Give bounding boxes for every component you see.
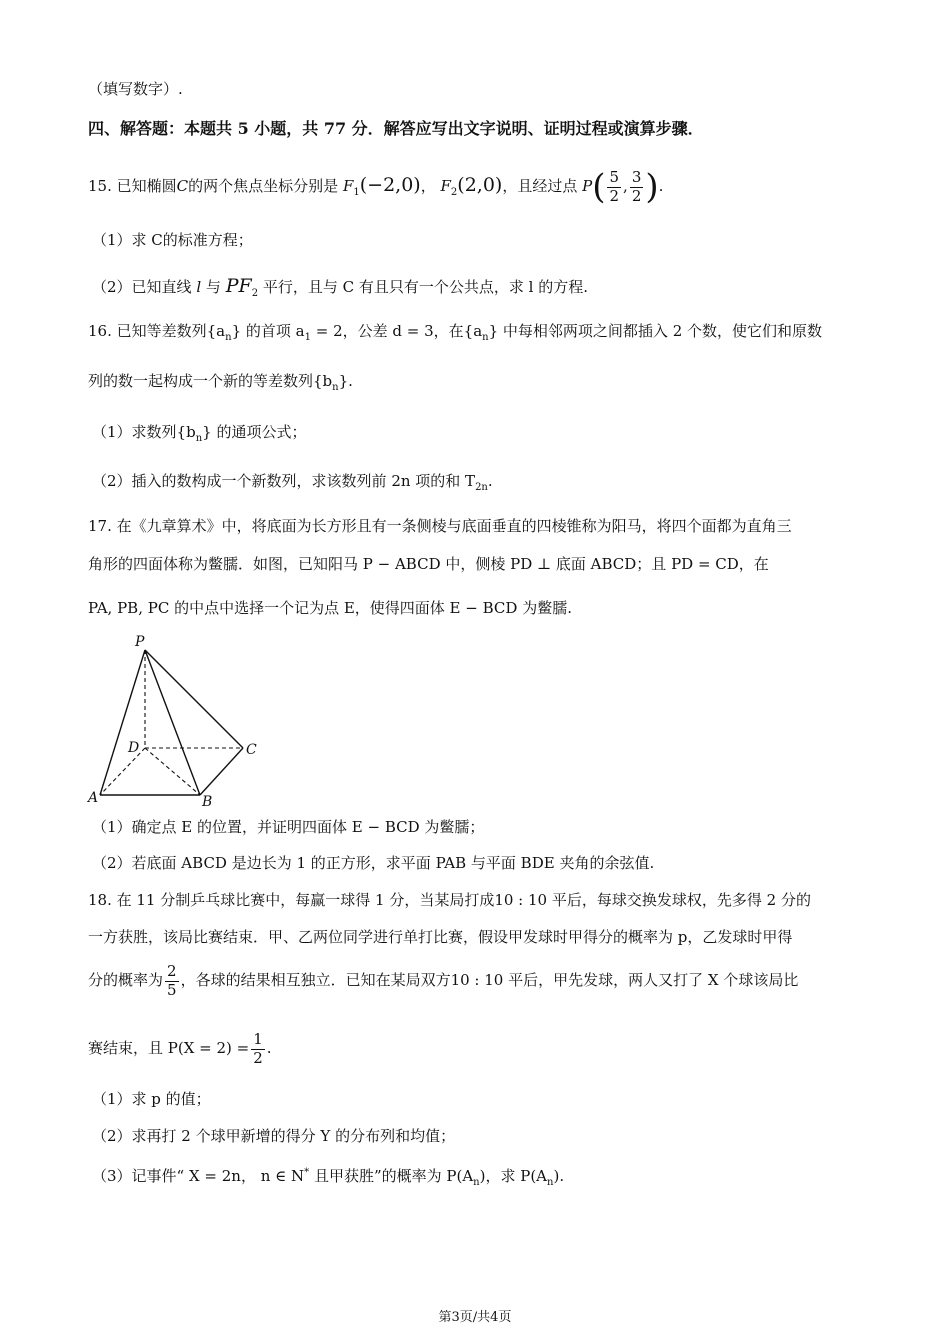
q18-line2: 一方获胜，该局比赛结束．甲、乙两位同学进行单打比赛，假设甲发球时甲得分的概率为 p，乙发球时甲得 <box>88 928 793 946</box>
label-A: A <box>88 790 99 806</box>
section-heading: 四、解答题：本题共 5 小题，共 77 分．解答应写出文字说明、证明过程或演算步骤． <box>88 119 704 138</box>
q17-line2: 角形的四面体称为鳖臑．如图，已知阳马 P − ABCD 中，侧棱 PD ⊥ 底面 ABCD；且 PD = CD，在 <box>88 555 769 573</box>
q18-line4: 赛结束，且 P(X = 2) = $\frac{1}{2}$ . <box>88 1030 272 1067</box>
q16-part1: （1）求数列$\{b_n\}$ 的通项公式； <box>92 423 307 444</box>
q16-part2: （2）插入的数构成一个新数列，求该数列前 2n 项的和 $T_{2n}$. <box>92 472 493 493</box>
q18-part2: （2）求再打 2 个球甲新增的得分 Y 的分布列和均值； <box>92 1127 456 1145</box>
q15-part1: （1）求 C的标准方程； <box>92 231 253 249</box>
label-C: C <box>246 742 257 758</box>
frac-1-2: $\frac{1}{2}$ <box>253 1030 263 1067</box>
label-D: D <box>128 740 140 756</box>
q18-line3: 分的概率为 $\frac{2}{5}$ ，各球的结果相互独立．已知在某局双方10 : 10 平后，甲先发球，两人又打了 X 个球该局比 <box>88 962 799 999</box>
edge-PB <box>145 650 200 795</box>
label-P: P <box>135 634 145 650</box>
frac-2-5: $\frac{2}{5}$ <box>167 962 177 999</box>
q15-stem: 15. 已知椭圆C的两个焦点坐标分别是 $F_1(-2,0)$， $F_2(2,0)$，且经过点 P( $\frac{5}{2}$ , $\frac{3}{2}$ ). <box>88 167 664 207</box>
edge-PC <box>145 650 243 748</box>
q18-line1: 18. 在 11 分制乒乓球比赛中，每赢一球得 1 分，当某局打成10 : 10 平后，每球交换发球权，先多得 2 分的 <box>88 891 811 909</box>
edge-PA <box>100 650 145 795</box>
q17-part1: （1）确定点 E 的位置，并证明四面体 E − BCD 为鳖臑； <box>92 818 485 836</box>
top-note: （填写数字）. <box>88 80 183 98</box>
q16-stem: 16. 已知等差数列$\{a_n\}$ 的首项 $a_1 = 2$，公差 d = 3，在$\{a_n\}$ 中每相邻两项之间都插入 2 个数，使它们和原数 <box>88 322 823 343</box>
q17-line1: 17. 在《九章算术》中，将底面为长方形且有一条侧棱与底面垂直的四棱锥称为阳马，将四个面都为直角三 <box>88 517 792 535</box>
label-B: B <box>202 794 213 810</box>
q15-part2: （2）已知直线 l 与 $PF_2$ 平行，且与 C 有且只有一个公共点，求 l 的方程. <box>92 275 588 299</box>
q16-stem-line2: 列的数一起构成一个新的等差数列$\{b_n\}$. <box>88 372 353 393</box>
edge-BC <box>200 748 243 795</box>
q17-part2: （2）若底面 ABCD 是边长为 1 的正方形，求平面 PAB 与平面 BDE 夹角的余弦值. <box>92 854 655 872</box>
frac-3-2: $\frac{3}{2}$ <box>631 168 642 205</box>
q18-part1: （1）求 p 的值； <box>92 1090 211 1108</box>
q17-line3: PA, PB, PC 的中点中选择一个记为点 E，使得四面体 E − BCD 为鳖臑. <box>88 599 572 617</box>
q18-part3: （3）记事件“ X = 2n， n ∈ N* 且甲获胜”的概率为 $P(A_n)$，求 $P(A_n)$. <box>92 1167 565 1188</box>
frac-5-2: $\frac{5}{2}$ <box>609 168 620 205</box>
pyramid-figure <box>80 630 280 810</box>
page-footer: 第3页/共4页 <box>438 1310 512 1325</box>
